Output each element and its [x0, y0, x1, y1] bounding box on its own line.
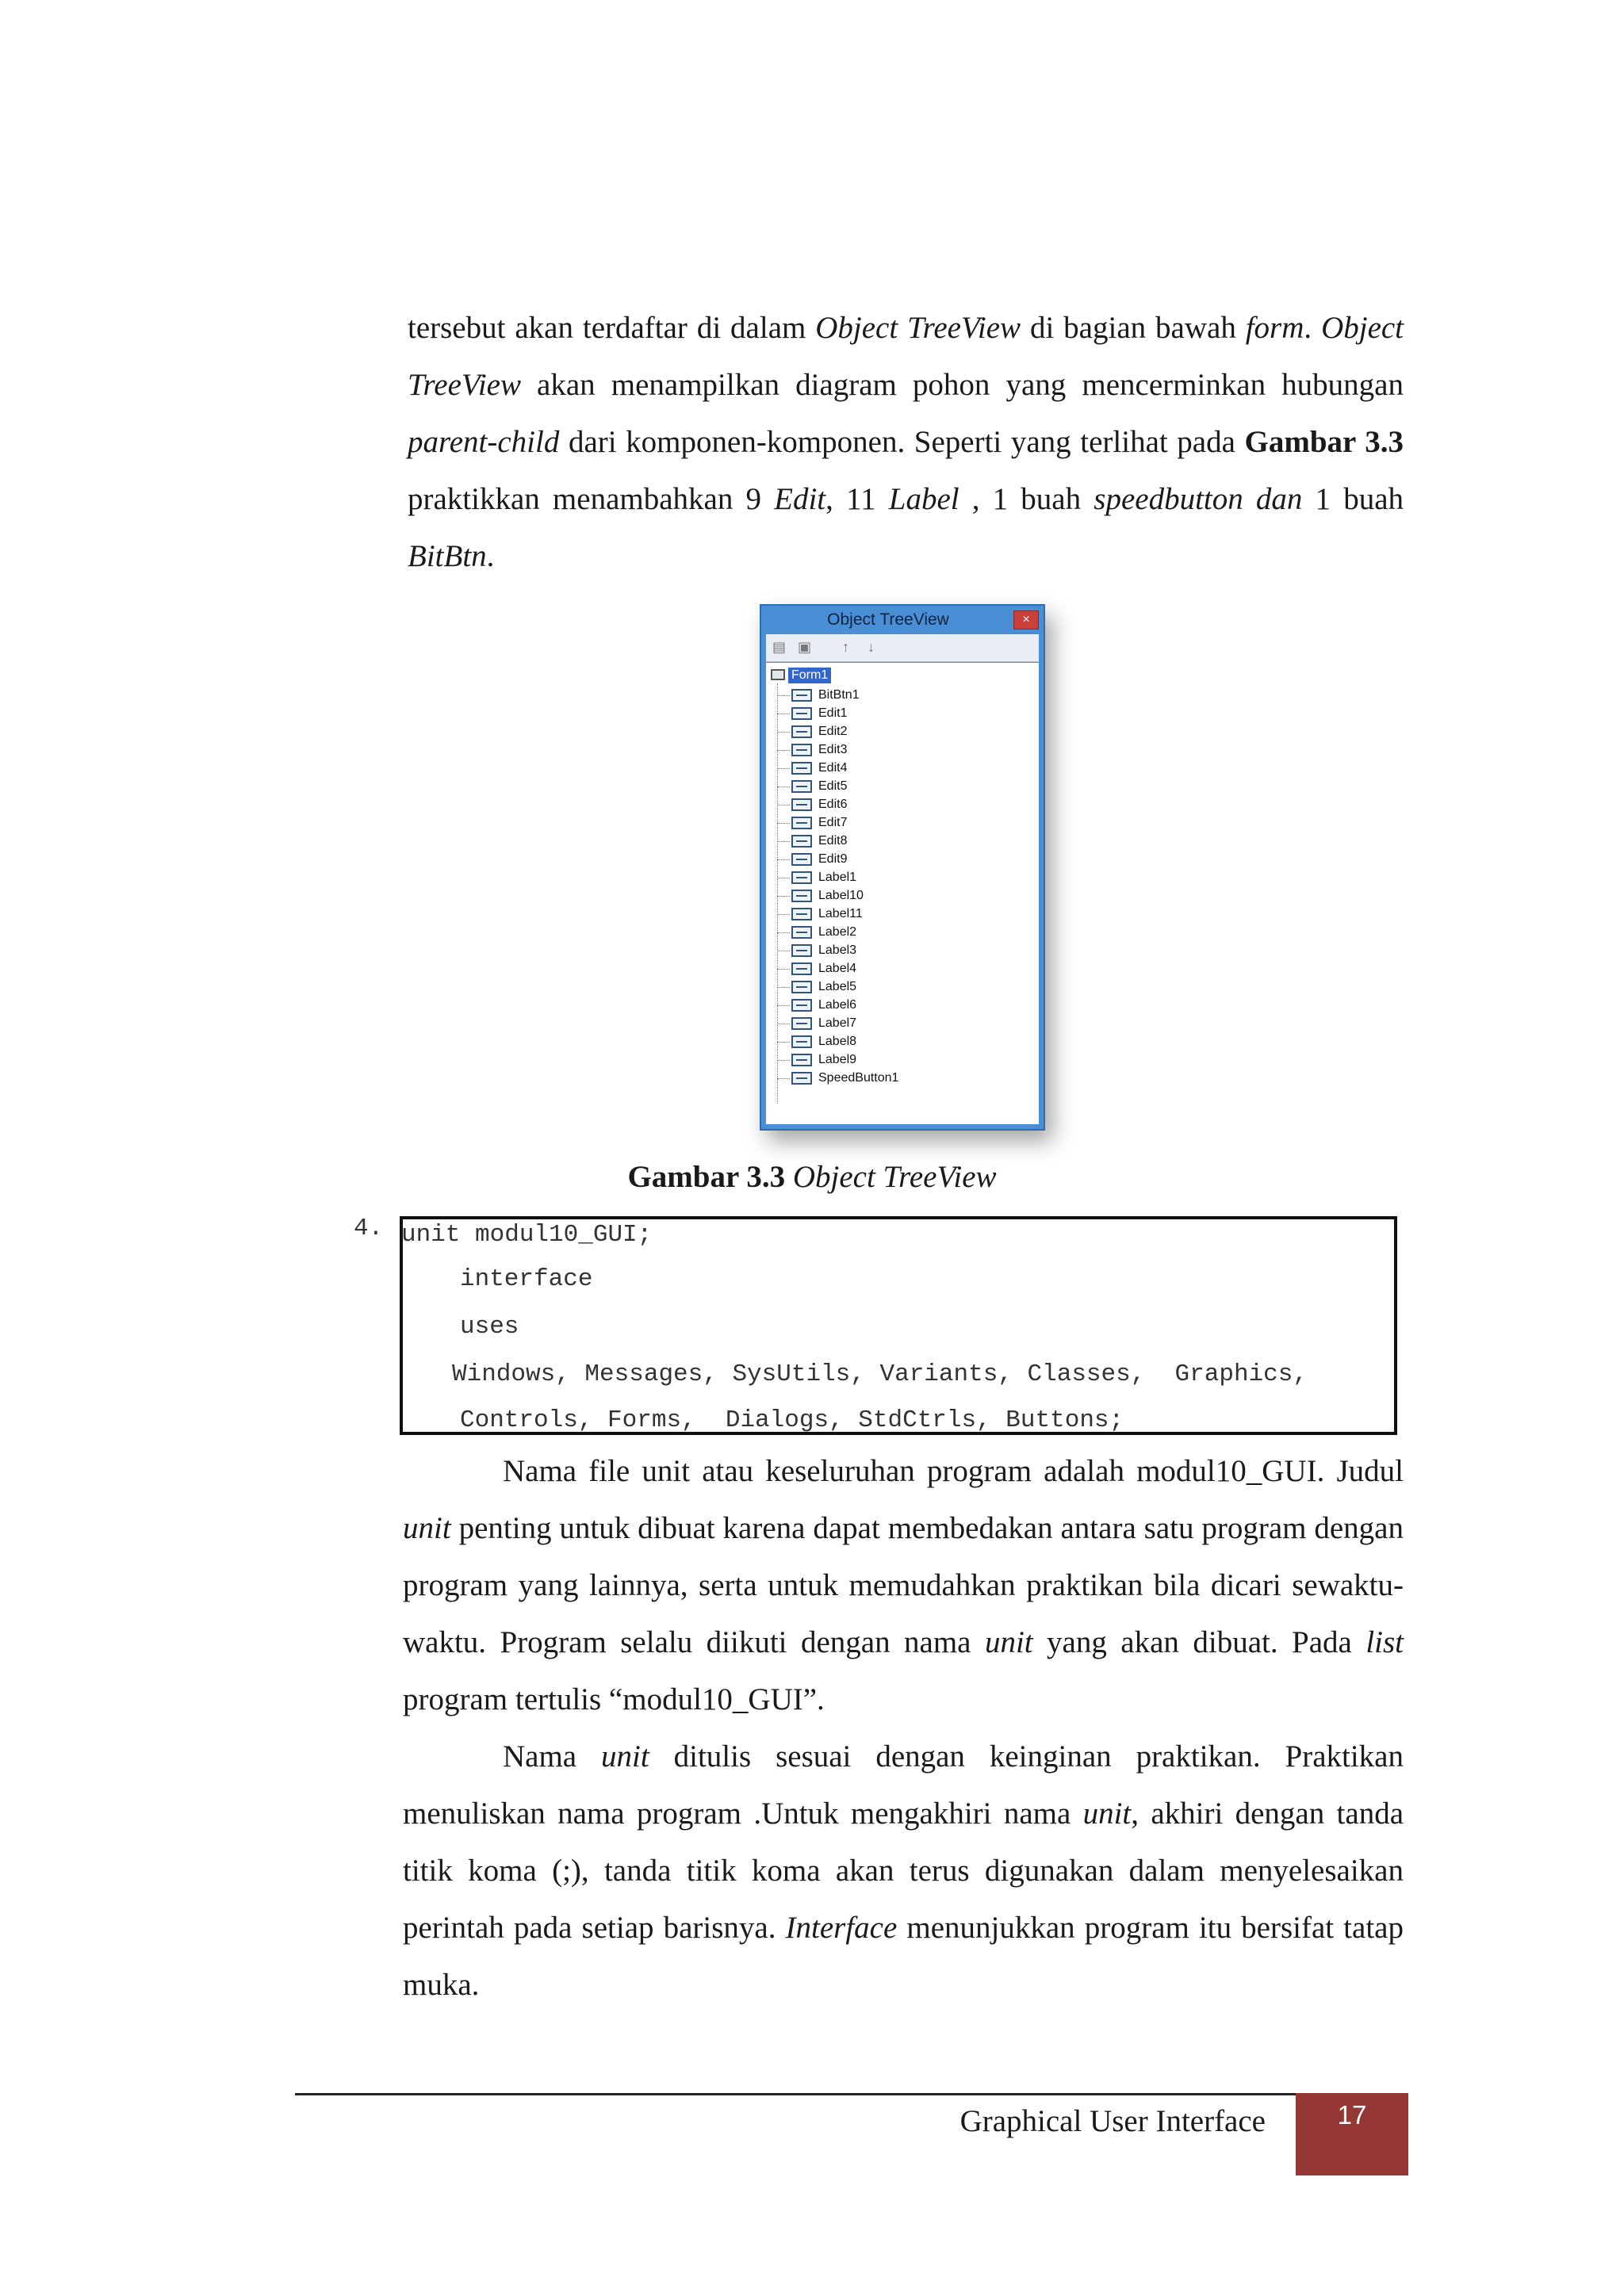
figure-caption: Gambar 3.3 Object TreeView [627, 1160, 997, 1194]
page-number: 17 [1296, 2093, 1408, 2175]
component-icon [791, 853, 812, 866]
tree-node-label: Label4 [818, 962, 857, 975]
component-icon [791, 871, 812, 884]
tree-node-label: Edit4 [818, 761, 848, 775]
tree-branch-line [777, 1078, 790, 1079]
tree-node-label: BitBtn1 [818, 688, 860, 702]
open-folder-icon[interactable]: ▣ [798, 639, 812, 655]
tree-branch-line [777, 841, 790, 842]
tree-branch-line [777, 805, 790, 806]
component-icon [791, 926, 812, 939]
footer-divider [295, 2093, 1408, 2095]
tree-node-label: Edit2 [818, 725, 848, 738]
component-icon [791, 707, 812, 720]
paragraph-interface: Nama unit ditulis sesuai dengan keinginan praktikan. Praktikan menuliskan nama program .Untuk mengakhiri nama unit, akhiri dengan tanda titik koma (;), tanda titik koma akan terus digunakan dalam menyelesaikan perintah pada setiap barisnya. Interface menunjukkan program itu bersifat tatap muka. [403, 1739, 1404, 2002]
tree-branch-line [777, 1060, 790, 1061]
list-number: 4. [354, 1215, 384, 1242]
component-icon [791, 835, 812, 848]
tree-node-label: Label7 [818, 1016, 857, 1030]
tree-branch-line [777, 732, 790, 733]
component-icon [791, 1035, 812, 1048]
tree-node-label: Label6 [818, 998, 857, 1012]
paragraph-intro: tersebut akan terdaftar di dalam Object TreeView di bagian bawah form. Object TreeView akan menampilkan diagram pohon yang mencerminkan hubungan parent-child dari komponen-komponen. Seperti yang terlihat pada Gambar 3.3 praktikkan menambahkan 9 Edit, 11 Label , 1 buah speedbutton dan 1 buah BitBtn. [408, 311, 1404, 573]
tree-node-label: Edit1 [818, 706, 848, 720]
tree-node-label: Label10 [818, 889, 864, 902]
tree-node-label: Edit3 [818, 743, 848, 756]
component-icon [791, 798, 812, 811]
tree-branch-line [777, 768, 790, 769]
window-titlebar [761, 606, 1044, 633]
code-line: uses [460, 1313, 519, 1341]
code-line: Controls, Forms, Dialogs, StdCtrls, Buttons; [460, 1406, 1124, 1434]
component-icon [791, 890, 812, 902]
tree-node-label: Label1 [818, 871, 857, 884]
form-icon [771, 669, 785, 680]
move-down-icon[interactable]: ↓ [868, 639, 875, 655]
tree-node-label: Label8 [818, 1035, 857, 1048]
component-icon [791, 962, 812, 975]
move-up-icon[interactable]: ↑ [842, 639, 849, 655]
tree-branch-line [777, 1042, 790, 1043]
tree-branch-line [777, 932, 790, 933]
component-icon [791, 1017, 812, 1030]
tree-node-label: SpeedButton1 [818, 1071, 899, 1085]
treeview-toolbar [766, 634, 1039, 662]
component-icon [791, 762, 812, 775]
component-icon [791, 999, 812, 1012]
object-treeview-window [760, 604, 1045, 1131]
tree-branch-line [777, 969, 790, 970]
component-icon [791, 908, 812, 920]
tree-node-label: Label2 [818, 925, 857, 939]
tree-node-label: Label9 [818, 1053, 857, 1066]
component-icon [791, 1054, 812, 1066]
component-icon [791, 1072, 812, 1085]
tree-branch-line [777, 695, 790, 696]
tree-node-label: Label3 [818, 943, 857, 957]
tree-node-label: Label5 [818, 980, 857, 993]
code-block [400, 1216, 1397, 1435]
footer-title: Graphical User Interface [959, 2104, 1266, 2138]
component-icon [791, 780, 812, 793]
tree-branch-line [777, 859, 790, 860]
tree-view[interactable] [766, 663, 1039, 1124]
tree-branch-line [777, 896, 790, 897]
component-icon [791, 725, 812, 738]
tree-connector-line [777, 683, 778, 1104]
tree-node-label: Label11 [818, 907, 863, 920]
component-icon [791, 981, 812, 993]
component-icon [791, 744, 812, 756]
tree-node-label: Edit9 [818, 852, 848, 866]
tree-node-label: Edit8 [818, 834, 848, 848]
tree-branch-line [777, 750, 790, 751]
close-icon[interactable]: × [1013, 610, 1039, 629]
folder-icon[interactable]: ▤ [772, 639, 787, 655]
tree-branch-line [777, 823, 790, 824]
tree-branch-line [777, 1005, 790, 1006]
paragraph-unit-name: Nama file unit atau keseluruhan program adalah modul10_GUI. Judul unit penting untuk dibuat karena dapat membedakan antara satu program dengan program yang lainnya, serta untuk memudahkan praktikan bila dicari sewaktu-waktu. Program selalu diikuti dengan nama unit yang akan dibuat. Pada list program tertulis “modul10_GUI”. [403, 1454, 1404, 1716]
component-icon [791, 689, 812, 702]
tree-branch-line [777, 786, 790, 787]
code-line: Windows, Messages, SysUtils, Variants, Classes, Graphics, [452, 1360, 1308, 1388]
component-icon [791, 944, 812, 957]
tree-node-form1[interactable]: Form1 [788, 668, 831, 683]
tree-branch-line [777, 914, 790, 915]
code-line: interface [460, 1265, 593, 1293]
component-icon [791, 817, 812, 829]
tree-branch-line [777, 987, 790, 988]
tree-node-label: Edit7 [818, 816, 848, 829]
tree-node-label: Edit5 [818, 779, 848, 793]
tree-node-label: Edit6 [818, 798, 848, 811]
code-line: unit modul10_GUI; [401, 1221, 653, 1249]
window-title: Object TreeView [827, 610, 949, 629]
